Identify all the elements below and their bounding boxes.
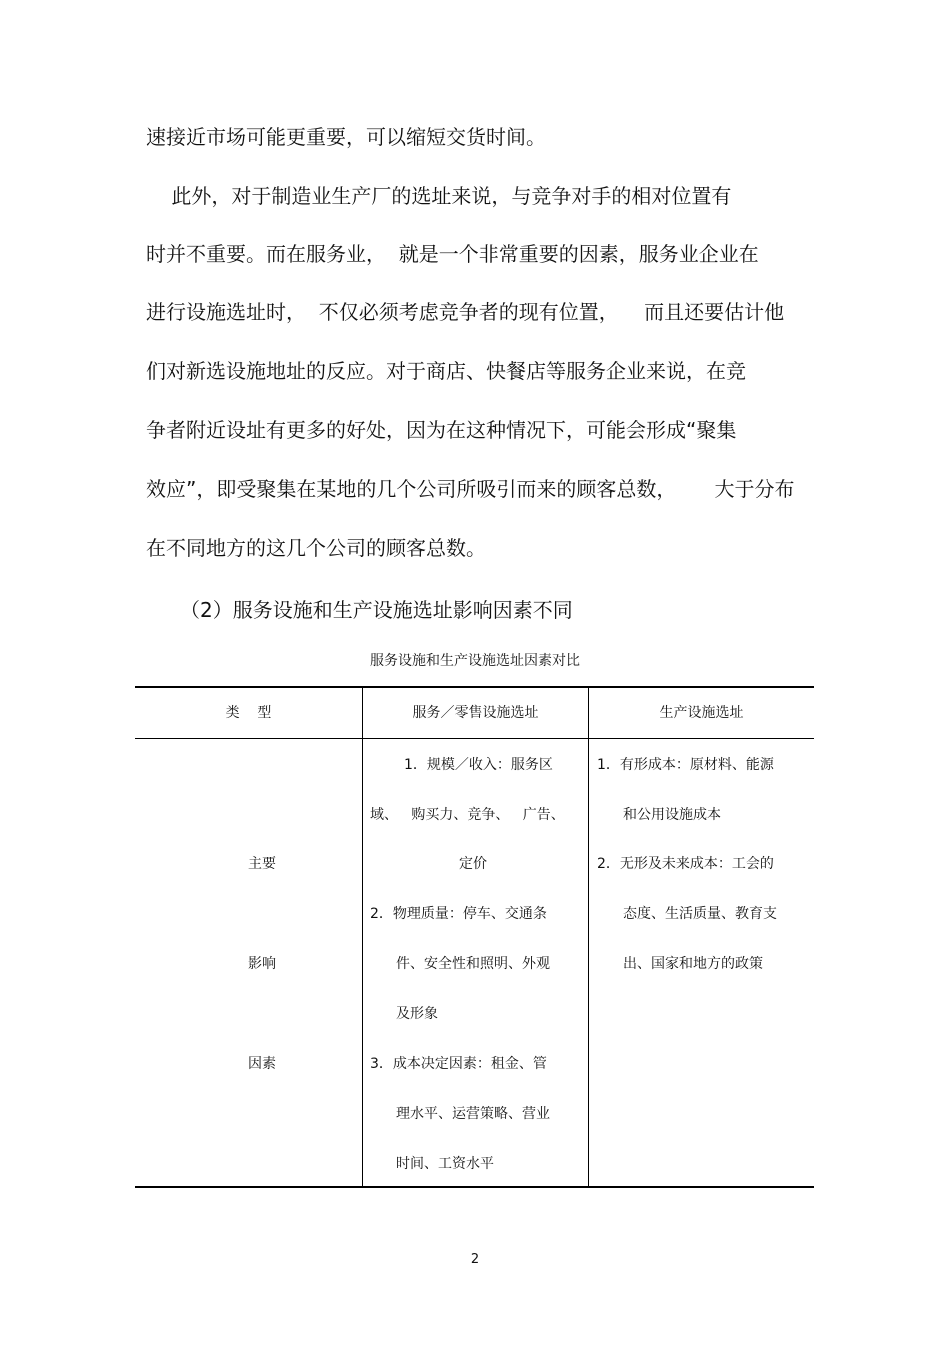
table-header-type: 类 型 — [225, 705, 272, 721]
table-cell-service: 件、安全性和照明、外观 — [396, 956, 550, 972]
body-line: 此外，对于制造业生产厂的选址来说，与竞争对手的相对位置有 — [146, 184, 732, 208]
body-line: 进行设施选址时， 不仅必须考虑竞争者的现有位置， 而且还要估计他 — [146, 300, 785, 324]
table-cell-production: 1．有形成本：原材料、能源 — [597, 757, 774, 773]
table-cell-service: 定价 — [459, 856, 487, 872]
section-heading: （2）服务设施和生产设施选址影响因素不同 — [180, 598, 573, 622]
table-cell-production: 出、国家和地方的政策 — [623, 956, 763, 972]
table-top-rule — [135, 686, 814, 688]
table-cell-service: 1．规模／收入：服务区 — [404, 757, 553, 773]
table-header-production: 生产设施选址 — [659, 705, 744, 721]
table-cell-production: 2．无形及未来成本：工会的 — [597, 856, 774, 872]
body-line: 速接近市场可能更重要，可以缩短交货时间。 — [146, 125, 546, 149]
table-caption: 服务设施和生产设施选址因素对比 — [370, 653, 580, 669]
body-line: 效应”，即受聚集在某地的几个公司所吸引而来的顾客总数， 大于分布 — [146, 477, 795, 501]
table-header-service: 服务／零售设施选址 — [412, 705, 539, 721]
table-cell-service: 域、 购买力、竞争、 广告、 — [370, 807, 565, 823]
table-column-divider — [362, 687, 363, 1187]
table-cell-service: 及形象 — [396, 1006, 438, 1022]
table-cell-service: 理水平、运营策略、营业 — [396, 1106, 550, 1122]
page-number: 2 — [470, 1252, 480, 1267]
table-cell-production: 和公用设施成本 — [623, 807, 721, 823]
table-cell-service: 3．成本决定因素：租金、管 — [370, 1056, 547, 1072]
table-cell-production: 态度、生活质量、教育支 — [623, 906, 777, 922]
table-cell-service: 2．物理质量：停车、交通条 — [370, 906, 547, 922]
table-cell-type: 因素 — [248, 1056, 276, 1072]
body-line: 争者附近设址有更多的好处，因为在这种情况下，可能会形成“聚集 — [146, 418, 737, 442]
body-line: 在不同地方的这几个公司的顾客总数。 — [146, 536, 486, 560]
table-cell-type: 影响 — [248, 956, 276, 972]
table-column-divider — [588, 687, 589, 1187]
table-cell-service: 时间、工资水平 — [396, 1156, 494, 1172]
body-line: 时并不重要。而在服务业， 就是一个非常重要的因素，服务业企业在 — [146, 242, 759, 266]
table-header-rule — [135, 738, 814, 739]
body-line: 们对新选设施地址的反应。对于商店、快餐店等服务企业来说，在竞 — [146, 359, 746, 383]
table-bottom-rule — [135, 1186, 814, 1188]
table-cell-type: 主要 — [248, 856, 276, 872]
